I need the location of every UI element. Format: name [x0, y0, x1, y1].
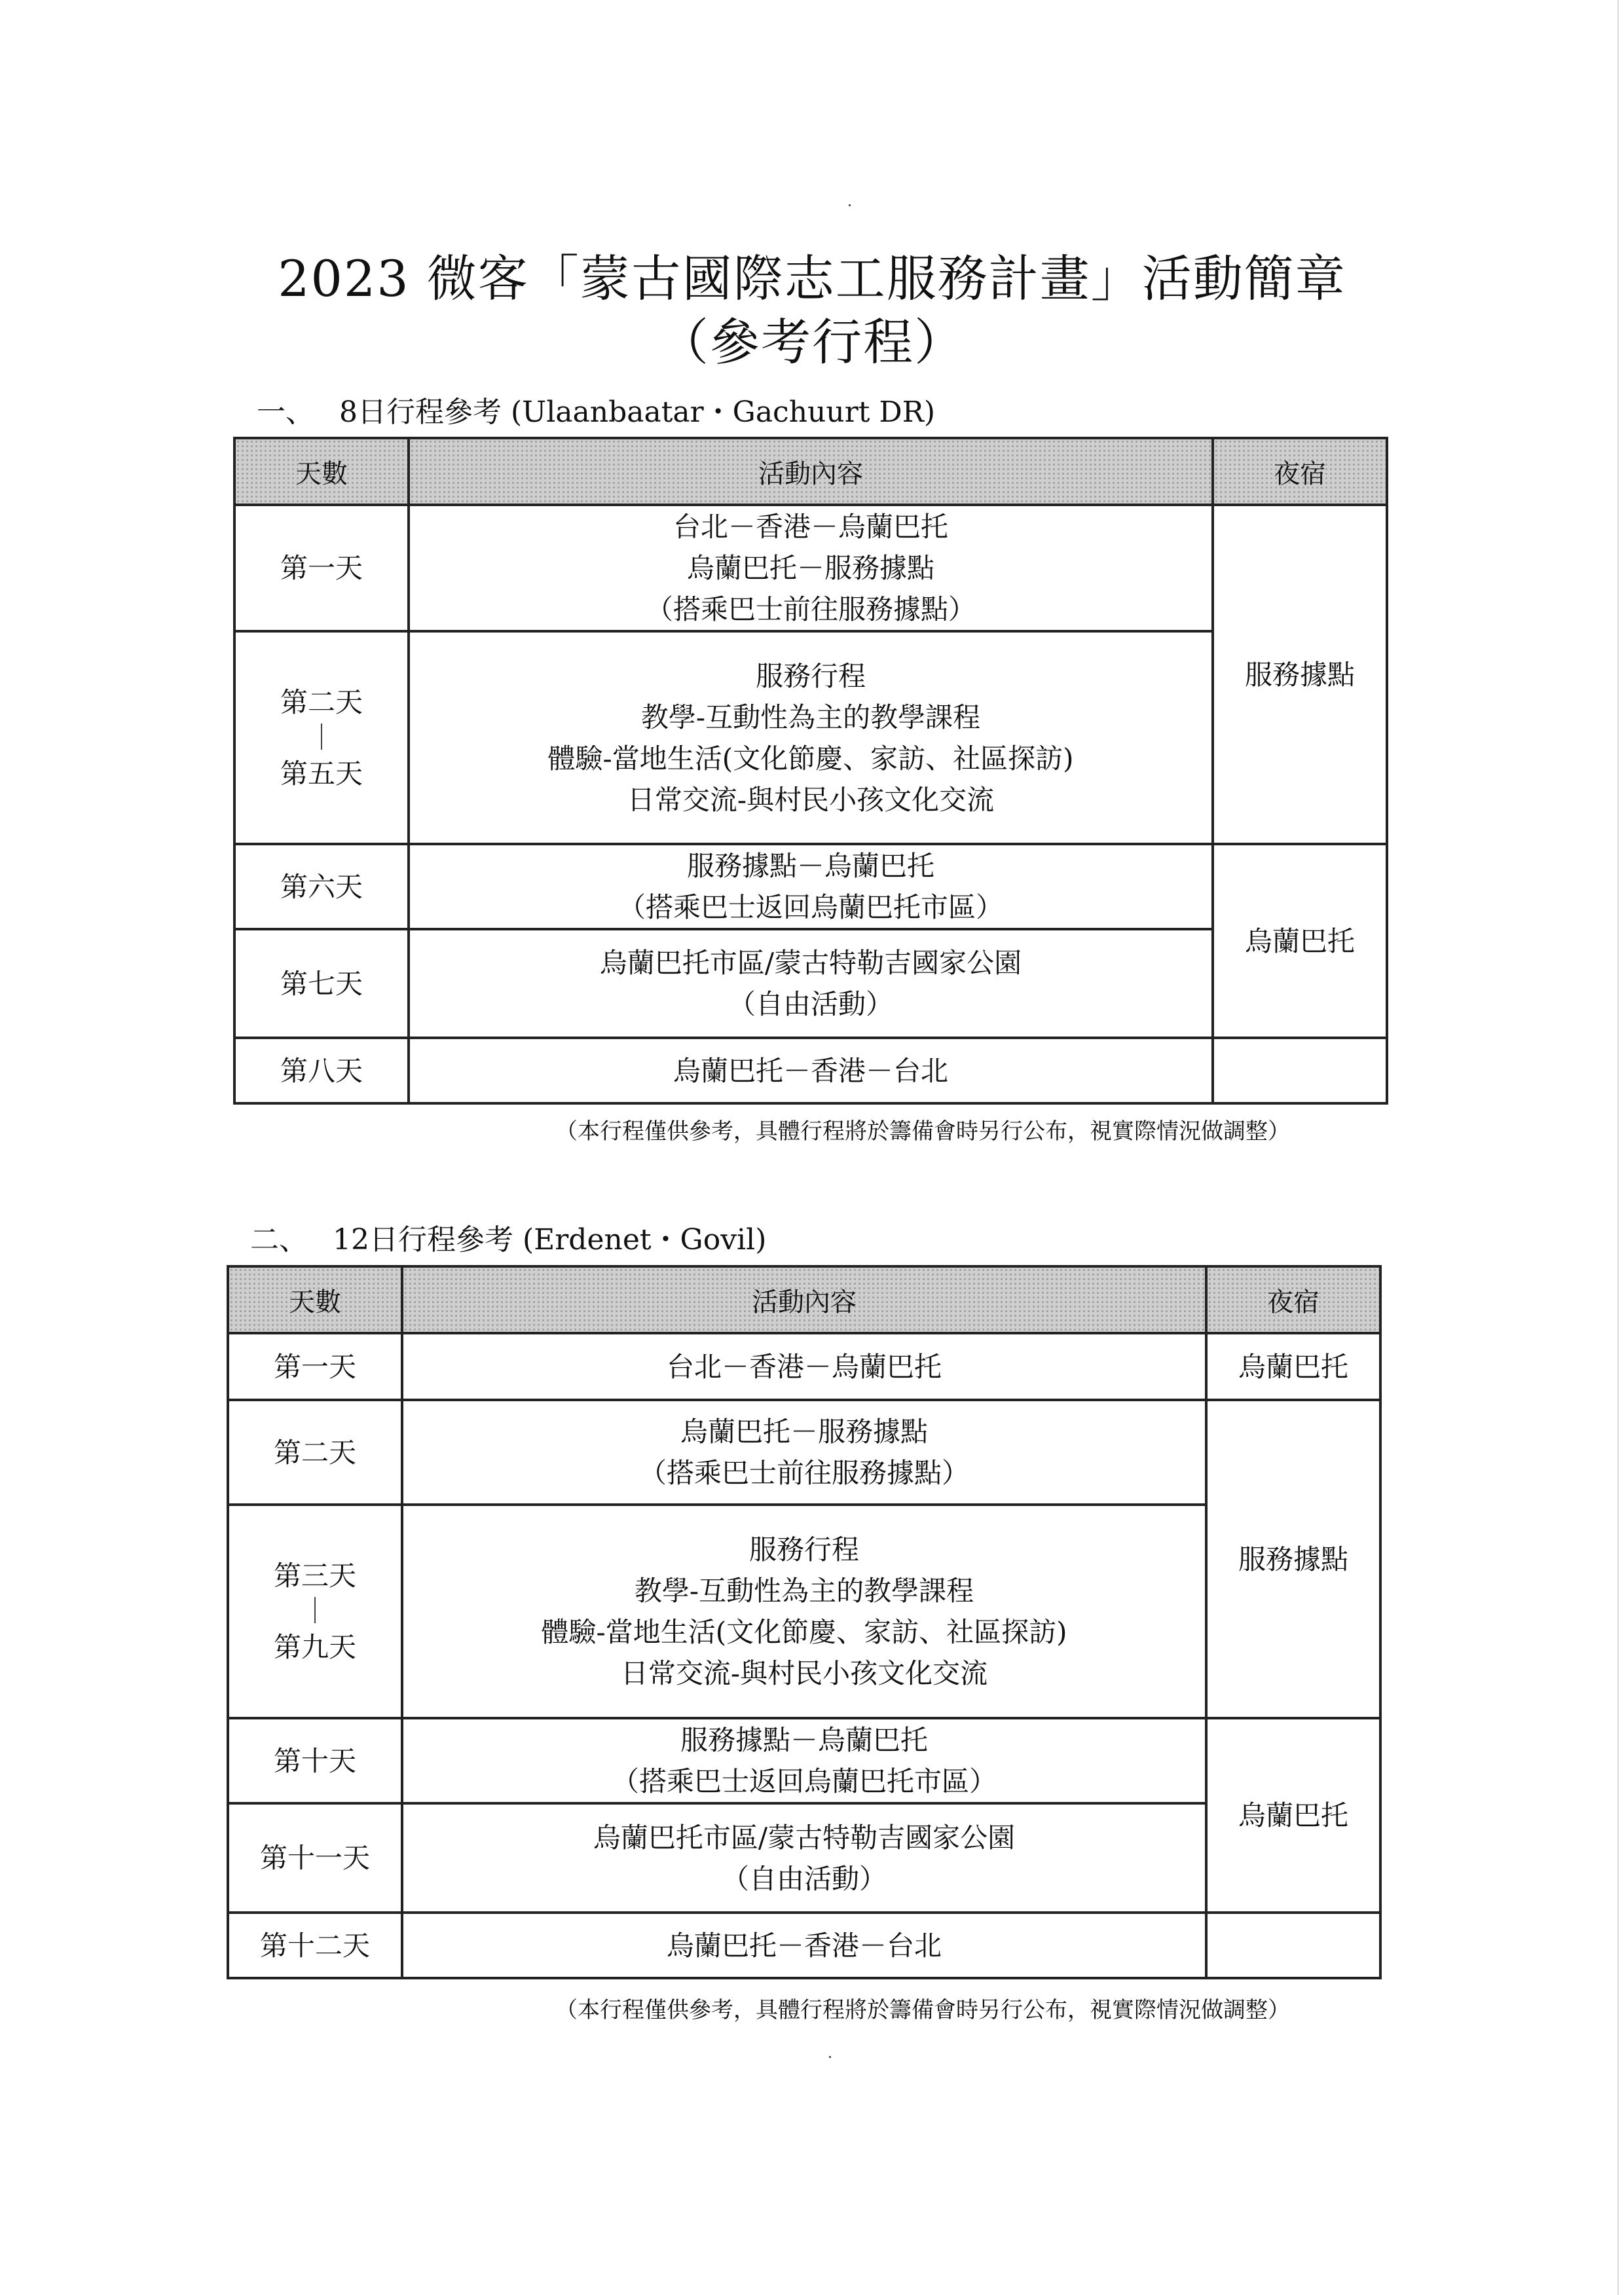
table-row	[228, 1333, 1380, 1400]
day-end: 第五天	[280, 757, 363, 790]
table-row	[228, 1718, 1380, 1803]
content-cell	[402, 1718, 1206, 1803]
content-line: 體驗-當地生活(文化節慶、家訪、社區探訪)	[547, 742, 1074, 775]
section1-heading-text: 8日行程參考 (Ulaanbaatar・Gachuurt DR)	[339, 395, 935, 429]
content-line: 服務據點－烏蘭巴托	[680, 1724, 928, 1756]
section2-heading	[250, 1222, 766, 1258]
content-cell	[402, 1333, 1206, 1400]
content-cell	[409, 505, 1213, 631]
day-cell: 第一天	[234, 505, 409, 631]
day-cell: 第八天	[234, 1038, 409, 1103]
day-cell	[228, 1505, 402, 1718]
scan-speck	[849, 204, 851, 206]
content-line: 烏蘭巴托－香港－台北	[673, 1054, 948, 1087]
content-line: 教學-互動性為主的教學課程	[634, 1575, 974, 1607]
content-line: 日常交流-與村民小孩文化交流	[627, 783, 995, 816]
day-start: 第二天	[280, 686, 363, 718]
day-cell: 第十二天	[228, 1913, 402, 1978]
stay-cell	[1213, 1038, 1387, 1103]
page-subtitle: （參考行程）	[659, 313, 965, 371]
day-cell: 第一天	[228, 1333, 402, 1400]
day-start: 第三天	[273, 1560, 356, 1592]
section2-heading-text: 12日行程參考 (Erdenet・Govil)	[333, 1223, 767, 1257]
scan-speck	[829, 2056, 831, 2058]
content-line: 台北－香港－烏蘭巴托	[666, 1350, 942, 1383]
header-day: 天數	[234, 438, 409, 505]
header-stay: 夜宿	[1206, 1266, 1380, 1333]
content-line: 體驗-當地生活(文化節慶、家訪、社區探訪)	[541, 1616, 1067, 1648]
itinerary-table-12day	[227, 1265, 1382, 1979]
content-cell	[402, 1913, 1206, 1978]
table-header-row	[234, 438, 1387, 505]
content-line: （自由活動）	[721, 1862, 887, 1895]
content-line: （自由活動）	[728, 988, 893, 1020]
stay-cell	[1206, 1913, 1380, 1978]
content-line: 教學-互動性為主的教學課程	[640, 701, 981, 733]
table-row	[234, 505, 1387, 631]
table-row	[234, 1038, 1387, 1103]
content-line: 烏蘭巴托－香港－台北	[666, 1929, 942, 1962]
content-line: （搭乘巴士前往服務據點）	[645, 593, 976, 625]
section1-note: （本行程僅供參考，具體行程將於籌備會時另行公布，視實際情況做調整）	[555, 1118, 1290, 1145]
table-header-row	[228, 1266, 1380, 1333]
section2-note: （本行程僅供參考，具體行程將於籌備會時另行公布，視實際情況做調整）	[555, 1997, 1290, 2023]
content-cell	[409, 929, 1213, 1038]
section1-heading	[257, 394, 935, 431]
section1-number: 一、	[257, 395, 314, 429]
day-range-separator: ｜	[308, 722, 335, 753]
content-line: 烏蘭巴托－服務據點	[680, 1416, 928, 1448]
table-row	[228, 1913, 1380, 1978]
day-cell	[234, 631, 409, 844]
stay-cell: 烏蘭巴托	[1213, 844, 1387, 1038]
header-day: 天數	[228, 1266, 402, 1333]
header-stay: 夜宿	[1213, 438, 1387, 505]
day-range-separator: ｜	[302, 1596, 328, 1626]
content-line: （搭乘巴士前往服務據點）	[638, 1457, 969, 1489]
header-content: 活動內容	[409, 438, 1213, 505]
table-row	[228, 1400, 1380, 1505]
stay-cell: 烏蘭巴托	[1206, 1718, 1380, 1913]
content-cell	[409, 631, 1213, 844]
stay-cell: 服務據點	[1213, 505, 1387, 844]
content-line: 烏蘭巴托－服務據點	[686, 552, 934, 584]
page-title: 2023 微客「蒙古國際志工服務計畫」活動簡章	[278, 249, 1346, 308]
content-line: 烏蘭巴托市區/蒙古特勒吉國家公園	[593, 1821, 1016, 1854]
header-content: 活動內容	[402, 1266, 1206, 1333]
content-cell	[402, 1803, 1206, 1913]
day-cell: 第十天	[228, 1718, 402, 1803]
content-cell	[402, 1505, 1206, 1718]
content-cell	[402, 1400, 1206, 1505]
content-line: 服務行程	[748, 1533, 859, 1566]
content-line: （搭乘巴士返回烏蘭巴托市區）	[618, 891, 1003, 923]
stay-cell: 服務據點	[1206, 1400, 1380, 1718]
stay-cell: 烏蘭巴托	[1206, 1333, 1380, 1400]
content-line: 日常交流-與村民小孩文化交流	[620, 1657, 988, 1689]
day-cell: 第二天	[228, 1400, 402, 1505]
table-row	[234, 844, 1387, 929]
content-cell	[409, 1038, 1213, 1103]
section2-number: 二、	[250, 1223, 308, 1257]
day-cell: 第十一天	[228, 1803, 402, 1913]
day-end: 第九天	[273, 1631, 356, 1663]
content-line: 烏蘭巴托市區/蒙古特勒吉國家公園	[599, 947, 1022, 979]
content-cell	[409, 844, 1213, 929]
itinerary-table-8day	[233, 437, 1388, 1105]
content-line: （搭乘巴士返回烏蘭巴托市區）	[611, 1765, 997, 1797]
day-cell: 第六天	[234, 844, 409, 929]
content-line: 台北－香港－烏蘭巴托	[673, 511, 948, 543]
day-cell: 第七天	[234, 929, 409, 1038]
content-line: 服務行程	[755, 659, 866, 692]
content-line: 服務據點－烏蘭巴托	[686, 850, 934, 882]
